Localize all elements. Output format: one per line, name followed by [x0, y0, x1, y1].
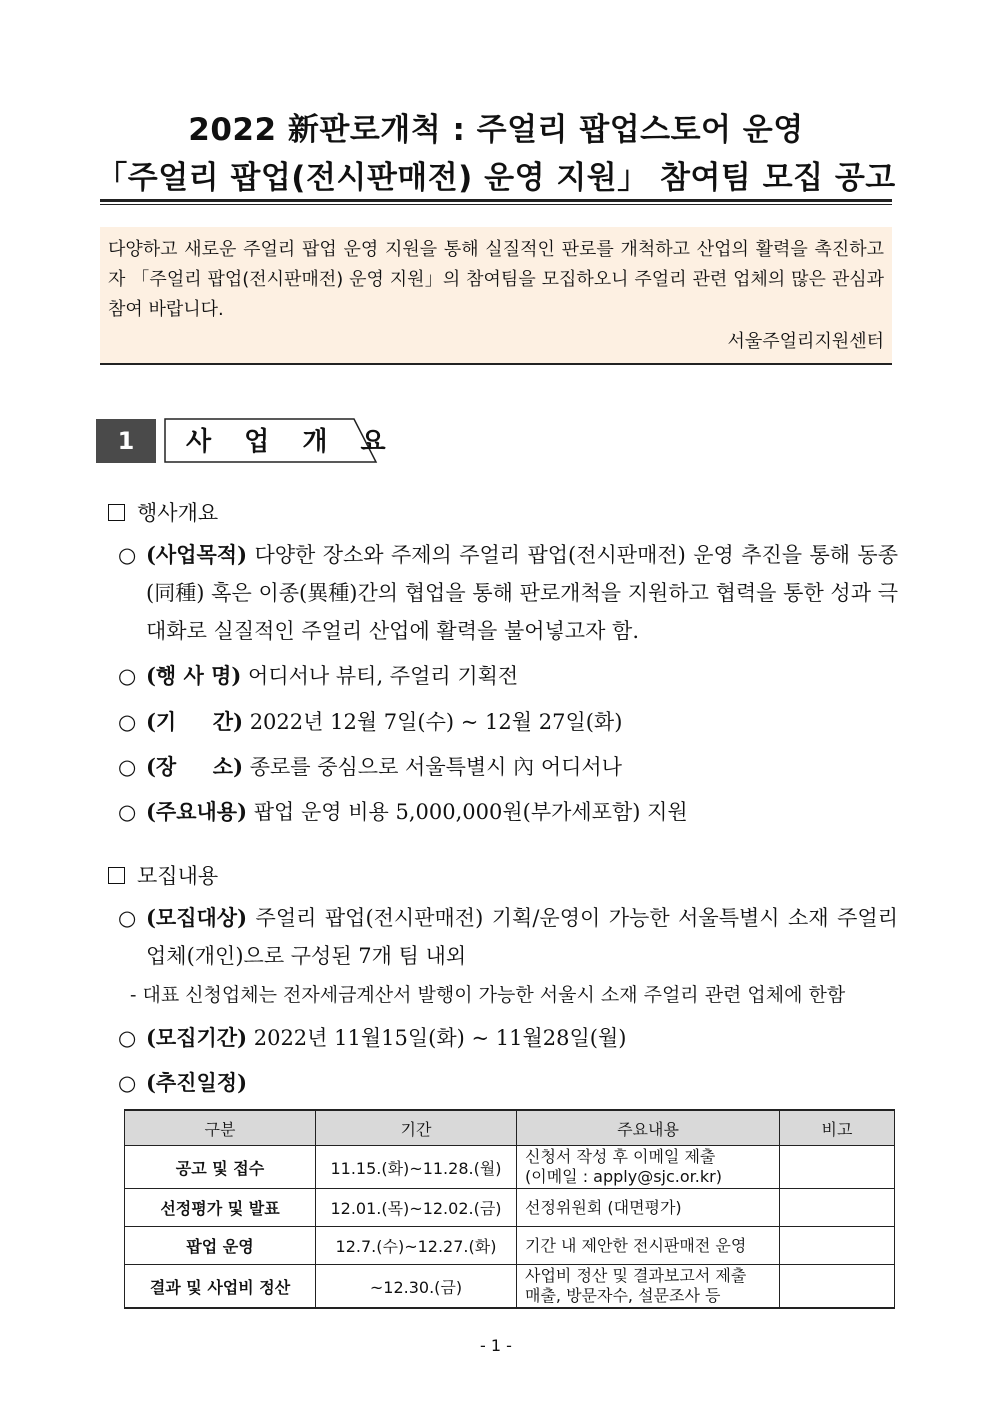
circle-bullet-icon: ○ [118, 543, 137, 567]
overview-item-purpose [118, 536, 898, 650]
item-text: 2022년 11월15일(화) ~ 11월28일(월) [253, 1026, 627, 1050]
item-label: (행 사 명) [146, 663, 242, 688]
table-row [125, 1227, 895, 1265]
circle-bullet-icon: ○ [118, 906, 137, 930]
table-row [125, 1265, 895, 1309]
overview-item-event-name [118, 657, 898, 695]
item-label: (장 소) [146, 754, 243, 779]
item-label: (추진일정) [146, 1070, 248, 1095]
item-label: (주요내용) [146, 799, 248, 824]
recruit-item-schedule [118, 1064, 898, 1102]
table-cell [517, 1146, 780, 1189]
overview-heading [108, 497, 218, 527]
table-header: 구분 [125, 1110, 316, 1146]
table-cell: 12.01.(목)~12.02.(금) [316, 1189, 517, 1227]
cell-line: 사업비 정산 및 결과보고서 제출 [525, 1266, 747, 1285]
table-header: 기간 [316, 1110, 517, 1146]
title-line-1: 2022 新판로개척 : 주얼리 팝업스토어 운영 [188, 112, 804, 148]
recruit-heading-text: 모집내용 [137, 864, 219, 888]
item-text: 어디서나 뷰티, 주얼리 기획전 [248, 664, 519, 688]
table-cell: 결과 및 사업비 정산 [125, 1265, 316, 1309]
schedule-table [124, 1109, 895, 1309]
section-title: 사 업 개 요 [186, 427, 398, 457]
item-label: (기 간) [146, 709, 243, 734]
table-cell [517, 1265, 780, 1309]
circle-bullet-icon: ○ [118, 664, 137, 688]
table-row [125, 1146, 895, 1189]
cell-line: 신청서 작성 후 이메일 제출 [525, 1147, 716, 1166]
table-cell: 선정평가 및 발표 [125, 1189, 316, 1227]
recruit-item-period [118, 1019, 898, 1057]
page-number: - 1 - [480, 1336, 512, 1355]
title-rule-thick [100, 199, 892, 202]
table-cell: 11.15.(화)~11.28.(월) [316, 1146, 517, 1189]
table-cell: ~12.30.(금) [316, 1265, 517, 1309]
recruit-item-target [118, 899, 898, 975]
recruit-target-note: - 대표 신청업체는 전자세금계산서 발행이 가능한 서울시 소재 주얼리 관련 업체에 한함 [130, 984, 846, 1006]
title-rule-thin [100, 204, 892, 205]
item-text: 다양한 장소와 주제의 주얼리 팝업(전시판매전) 운영 추진을 통해 동종(同種) 혹은 이종(異種)간의 협업을 통해 판로개척을 지원하고 협력을 통한 성과 극대화로 실질적인 주얼리 산업에 활력을 불어넣고자 함. [146, 543, 898, 643]
notice-signature: 서울주얼리지원센터 [727, 331, 884, 352]
item-text: 주얼리 팝업(전시판매전) 기획/운영이 가능한 서울특별시 소재 주얼리 업체(개인)으로 구성된 7개 팀 내외 [146, 906, 898, 968]
table-row [125, 1189, 895, 1227]
title-line-2: 「주얼리 팝업(전시판매전) 운영 지원」 참여팀 모집 공고 [96, 160, 896, 196]
table-cell: 공고 및 접수 [125, 1146, 316, 1189]
table-header: 주요내용 [517, 1110, 780, 1146]
table-cell [780, 1146, 895, 1189]
circle-bullet-icon: ○ [118, 1026, 137, 1050]
overview-heading-text: 행사개요 [137, 501, 219, 525]
item-text: 종로를 중심으로 서울특별시 內 어디서나 [249, 755, 622, 779]
notice-box [100, 227, 892, 365]
cell-line: 매출, 방문자수, 설문조사 등 [525, 1286, 721, 1305]
table-cell [780, 1227, 895, 1265]
table-cell: 12.7.(수)~12.27.(화) [316, 1227, 517, 1265]
table-cell: 선정위원회 (대면평가) [517, 1189, 780, 1227]
table-cell [780, 1265, 895, 1309]
item-text: 2022년 12월 7일(수) ~ 12월 27일(화) [249, 710, 623, 734]
item-label: (모집기간) [146, 1025, 248, 1050]
table-cell: 기간 내 제안한 전시판매전 운영 [517, 1227, 780, 1265]
notice-body: 다양하고 새로운 주얼리 팝업 운영 지원을 통해 실질적인 판로를 개척하고 산업의 활력을 촉진하고자 「주얼리 팝업(전시판매전) 운영 지원」의 참여팀을 모집하오니 주얼리 관련 업체의 많은 관심과 참여 바랍니다. [108, 239, 884, 320]
recruit-heading [108, 860, 218, 890]
checkbox-square-icon [108, 867, 125, 884]
item-label: (모집대상) [146, 905, 248, 930]
item-text: 팝업 운영 비용 5,000,000원(부가세포함) 지원 [253, 800, 688, 824]
item-label: (사업목적) [146, 542, 248, 567]
table-header-row [125, 1110, 895, 1146]
overview-item-main-content [118, 793, 898, 831]
overview-item-place [118, 748, 898, 786]
table-cell: 팝업 운영 [125, 1227, 316, 1265]
circle-bullet-icon: ○ [118, 1071, 137, 1095]
cell-line: (이메일 : apply@sjc.or.kr) [525, 1167, 722, 1186]
circle-bullet-icon: ○ [118, 710, 137, 734]
table-cell [780, 1189, 895, 1227]
circle-bullet-icon: ○ [118, 755, 137, 779]
table-header: 비고 [780, 1110, 895, 1146]
circle-bullet-icon: ○ [118, 800, 137, 824]
overview-item-period [118, 703, 898, 741]
checkbox-square-icon [108, 504, 125, 521]
section-number: 1 [96, 419, 156, 463]
